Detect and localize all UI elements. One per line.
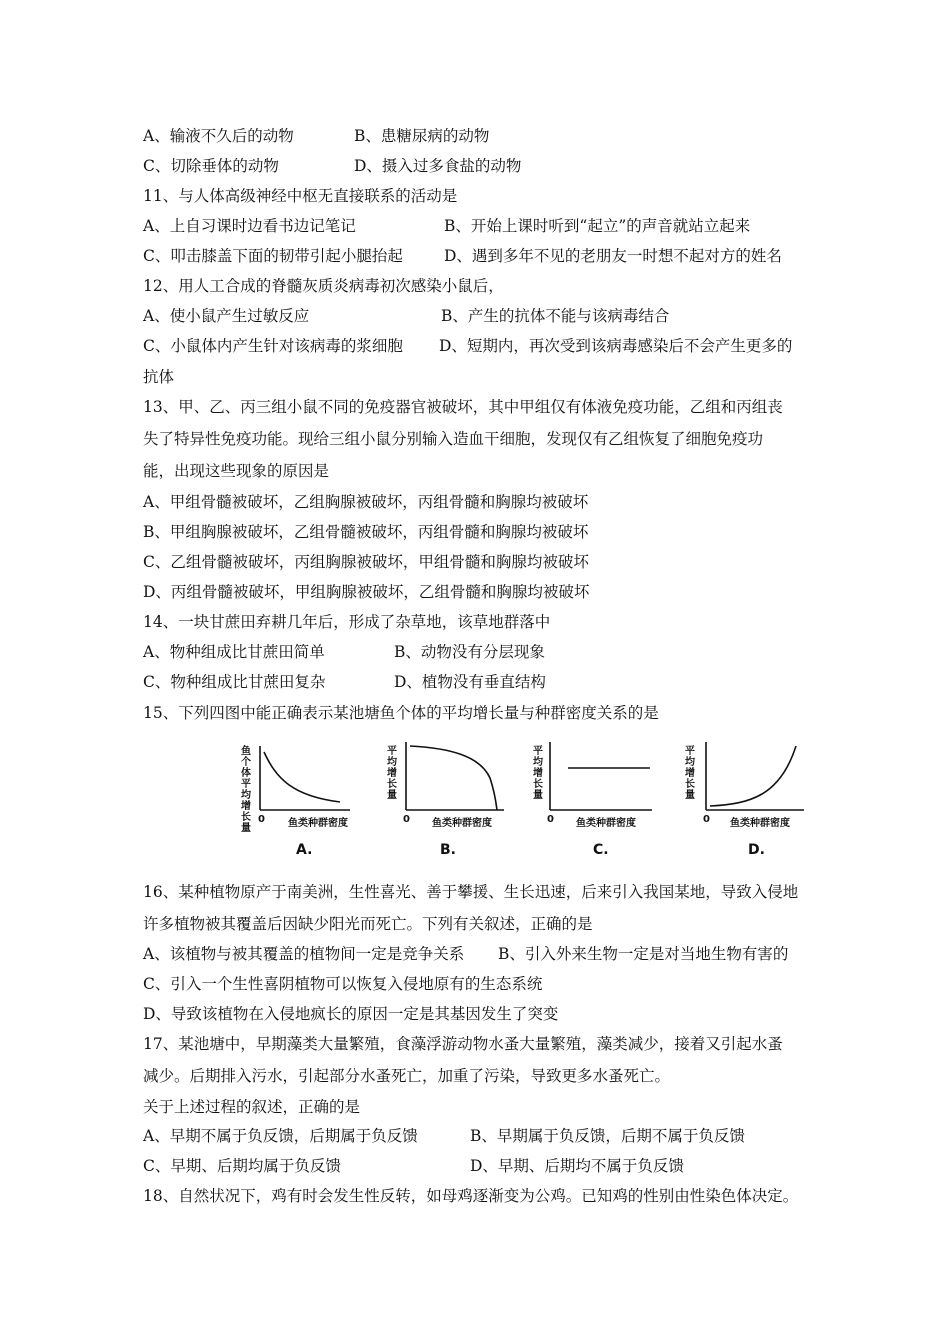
q17-stem-line3: 关于上述过程的叙述，正确的是 bbox=[143, 1098, 361, 1116]
q16-options-row1 bbox=[143, 944, 789, 964]
figure-a-label: A. bbox=[296, 842, 313, 858]
q16-option-d: D、导致该植物在入侵地疯长的原因一定是其基因发生了突变 bbox=[143, 1005, 559, 1023]
q11-option-a: A、上自习课时边看书边记笔记 bbox=[143, 217, 356, 235]
figure-b-ylabel: 平均增长量 bbox=[387, 746, 397, 801]
figure-c bbox=[530, 738, 655, 863]
q16-stem-line2: 许多植物被其覆盖后因缺少阳光而死亡。下列有关叙述，正确的是 bbox=[143, 915, 593, 933]
q17-stem-line2: 减少。后期排入污水，引起部分水蚤死亡，加重了污染，导致更多水蚤死亡。 bbox=[143, 1067, 671, 1085]
figure-a-ylabel: 鱼个体平均增长量 bbox=[241, 746, 251, 834]
q15-stem: 15、下列四图中能正确表示某池塘鱼个体的平均增长量与种群密度关系的是 bbox=[143, 704, 659, 722]
q12-option-d: D、短期内，再次受到该病毒感染后不会产生更多的 bbox=[439, 337, 793, 355]
q18-stem: 18、自然状况下，鸡有时会发生性反转，如母鸡逐渐变为公鸡。已知鸡的性别由性染色体决定。 bbox=[143, 1187, 799, 1205]
q16-option-a: A、该植物与被其覆盖的植物间一定是竞争关系 bbox=[143, 945, 465, 963]
q10-option-d: D、摄入过多食盐的动物 bbox=[354, 157, 522, 175]
q17-stem-line1: 17、某池塘中，早期藻类大量繁殖，食藻浮游动物水蚤大量繁殖，藻类减少，接着又引起水蚤 bbox=[143, 1035, 783, 1053]
q17-option-d: D、早期、后期均不属于负反馈 bbox=[470, 1157, 684, 1175]
q13-option-b: B、甲组胸腺被破坏，乙组骨髓被破坏，丙组骨髓和胸腺均被破坏 bbox=[143, 523, 589, 541]
q11-options-row2 bbox=[143, 246, 782, 266]
figure-d-origin: 0 bbox=[703, 814, 710, 825]
q13-stem-line2: 失了特异性免疫功能。现给三组小鼠分别输入造血干细胞，发现仅有乙组恢复了细胞免疫功 bbox=[143, 430, 764, 448]
q11-options-row1 bbox=[143, 216, 751, 236]
q14-options-row2 bbox=[143, 672, 546, 692]
figure-d-xlabel: 鱼类种群密度 bbox=[730, 818, 790, 829]
figure-a-origin: 0 bbox=[258, 814, 265, 825]
q17-options-row1 bbox=[143, 1126, 745, 1146]
q10-option-b: B、患糖尿病的动物 bbox=[354, 127, 490, 145]
q10-options-row1 bbox=[143, 126, 490, 146]
q14-option-a: A、物种组成比甘蔗田简单 bbox=[143, 643, 325, 661]
q11-stem: 11、与人体高级神经中枢无直接联系的活动是 bbox=[143, 187, 458, 205]
q14-option-d: D、植物没有垂直结构 bbox=[394, 673, 546, 691]
q12-options-row2 bbox=[143, 336, 793, 356]
q14-stem: 14、一块甘蔗田弃耕几年后，形成了杂草地，该草地群落中 bbox=[143, 613, 551, 631]
figure-c-origin: 0 bbox=[547, 814, 554, 825]
q14-options-row1 bbox=[143, 642, 545, 662]
q10-option-c: C、切除垂体的动物 bbox=[143, 157, 279, 175]
q12-options-row1 bbox=[143, 306, 670, 326]
q13-option-a: A、甲组骨髓被破坏，乙组胸腺被破坏，丙组骨髓和胸腺均被破坏 bbox=[143, 493, 589, 511]
figure-c-xlabel: 鱼类种群密度 bbox=[576, 818, 636, 829]
figure-b-label: B. bbox=[440, 842, 456, 858]
q10-option-a: A、输液不久后的动物 bbox=[143, 127, 294, 145]
q12-option-a: A、使小鼠产生过敏反应 bbox=[143, 307, 310, 325]
q17-option-b: B、早期属于负反馈，后期不属于负反馈 bbox=[470, 1127, 745, 1145]
q14-option-b: B、动物没有分层现象 bbox=[394, 643, 545, 661]
figure-b bbox=[380, 738, 505, 863]
q12-stem: 12、用人工合成的脊髓灰质炎病毒初次感染小鼠后， bbox=[143, 277, 504, 295]
q14-option-c: C、物种组成比甘蔗田复杂 bbox=[143, 673, 326, 691]
q13-option-c: C、乙组骨髓被破坏，丙组胸腺被破坏，甲组骨髓和胸腺均被破坏 bbox=[143, 553, 589, 571]
q16-stem-line1: 16、某种植物原产于南美洲，生性喜光、善于攀援、生长迅速，后来引入我国某地，导致入侵地 bbox=[143, 883, 799, 901]
figure-d-curve bbox=[710, 746, 796, 806]
q12-option-b: B、产生的抗体不能与该病毒结合 bbox=[441, 307, 670, 325]
q16-option-c: C、引入一个生性喜阴植物可以恢复入侵地原有的生态系统 bbox=[143, 975, 543, 993]
q11-option-b: B、开始上课时听到“起立”的声音就站立起来 bbox=[444, 217, 751, 235]
q13-stem-line1: 13、甲、乙、丙三组小鼠不同的免疫器官被破坏，其中甲组仅有体液免疫功能，乙组和丙组丧 bbox=[143, 398, 783, 416]
figure-c-ylabel: 平均增长量 bbox=[533, 746, 543, 801]
figure-a-xlabel: 鱼类种群密度 bbox=[288, 818, 348, 829]
figure-b-origin: 0 bbox=[403, 814, 410, 825]
q13-stem-line3: 能，出现这些现象的原因是 bbox=[143, 462, 330, 480]
figure-d-ylabel: 平均增长量 bbox=[685, 746, 695, 801]
q11-option-d: D、遇到多年不见的老朋友一时想不起对方的姓名 bbox=[444, 247, 782, 265]
q17-option-a: A、早期不属于负反馈，后期属于负反馈 bbox=[143, 1127, 418, 1145]
q13-option-d: D、丙组骨髓被破坏，甲组胸腺被破坏，乙组骨髓和胸腺均被破坏 bbox=[143, 583, 590, 601]
q17-options-row2 bbox=[143, 1156, 684, 1176]
q11-option-c: C、叩击膝盖下面的韧带引起小腿抬起 bbox=[143, 247, 403, 265]
figure-a-curve bbox=[264, 752, 340, 802]
q15-figures bbox=[230, 738, 830, 863]
figure-d-label: D. bbox=[748, 842, 765, 858]
figure-d bbox=[680, 738, 805, 863]
figure-a bbox=[230, 738, 355, 863]
q16-option-b: B、引入外来生物一定是对当地生物有害的 bbox=[498, 945, 789, 963]
q12-option-d-continued: 抗体 bbox=[143, 368, 175, 386]
q12-option-c: C、小鼠体内产生针对该病毒的浆细胞 bbox=[143, 337, 403, 355]
q17-option-c: C、早期、后期均属于负反馈 bbox=[143, 1157, 341, 1175]
figure-b-curve bbox=[410, 746, 497, 810]
figure-b-xlabel: 鱼类种群密度 bbox=[432, 818, 492, 829]
q10-options-row2 bbox=[143, 156, 522, 176]
figure-c-label: C. bbox=[593, 842, 609, 858]
